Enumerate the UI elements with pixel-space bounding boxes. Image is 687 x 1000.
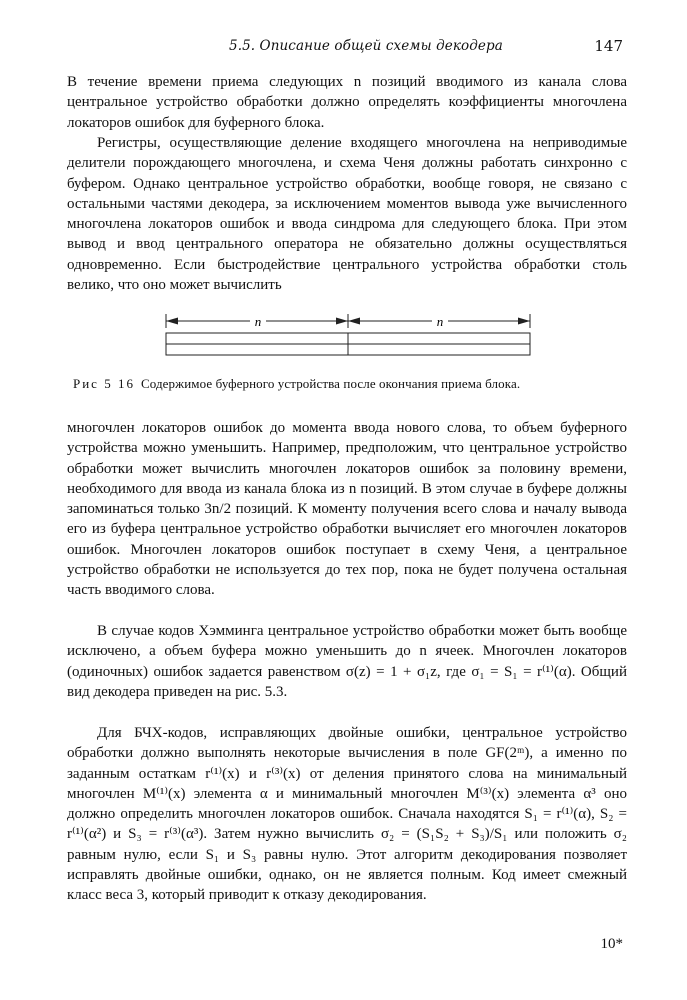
paragraph-5: Для БЧХ-кодов, исправляющих двойные ошибки, центральное устройство обработки должно выполнять некоторые вычисления в поле GF(2ᵐ), а именно по заданным остаткам r⁽¹⁾(x) и r⁽³⁾(x) от деления принятого слова на минимальный многочлен M⁽¹⁾(x) элемента α и минимальный многочлен M⁽³⁾(x) элемента α³ оно должно определить многочлен локаторов ошибок. Сначала находятся S₁ = r⁽¹⁾(α), S₂ = r⁽¹⁾(α²) и S₃ = r⁽³⁾(α³). Затем нужно вычислить σ₂ = (S₁S₂ + S₃)/S₁ или положить σ₂ равным нулю, если S₁ и S₃ равны нулю. Этот алгоритм декодирования позволяет исправлять двойные ошибки, однако, он не является полным. Код имеет смежный класс веса 3, который приводит к отказу декодирования. — [67, 725, 627, 904]
figure-caption — [73, 376, 653, 392]
arrowhead-mid-left — [336, 318, 348, 325]
arrowhead-right — [518, 318, 530, 325]
figure-label: Рис 5 16 — [73, 376, 135, 391]
buffer-diagram — [0, 300, 687, 370]
page-number: 147 — [594, 37, 623, 55]
paragraph-1: В течение времени приема следующих n позиций вводимого из канала слова центральное устройство обработки должно определять коэффициенты многочлена локаторов ошибок для буферного блока. — [67, 74, 627, 131]
page-header — [0, 34, 687, 58]
running-title: 5.5. Описание общей схемы декодера — [229, 38, 503, 54]
signature-mark: 10* — [600, 936, 623, 952]
segment-label-2: n — [436, 314, 444, 329]
paragraph-4: В случае кодов Хэмминга центральное устройство обработки может быть вообще исключено, а объем буфера можно уменьшить до n ячеек. Многочлен локаторов (одиночных) ошибок задается равенством σ(z) = 1 + σ₁z, где σ₁ = S₁ = r⁽¹⁾(α). Общий вид декодера приведен на рис. 5.3. — [67, 623, 627, 700]
paragraph-3: многочлен локаторов ошибок до момента ввода нового слова, то объем буферного устройства можно уменьшить. Например, предположим, что центральное устройство обработки может вычислить многочлен локаторов ошибок за половину времени, необходимого для ввода из канала блока из n позиций. В этом случае в буфере должны запоминаться только 3n/2 позиций. К моменту получения всего слова и началу вывода его из буфера центральное устройство обработки вычисляет его многочлен локаторов ошибок. Многочлен локаторов ошибок поступает в схему Ченя, а центральное устройство обработки не используется до тех пор, пока не будет получена остальная часть вводимого слова. — [67, 420, 627, 599]
arrowhead-mid-right — [348, 318, 360, 325]
segment-label-1: n — [254, 314, 262, 329]
paragraph-2: Регистры, осуществляющие деление входящего многочлена на неприводимые делители порождающего многочлена, и схема Ченя должны работать синхронно с буфером. Однако центральное устройство обработки, вообще говоря, не связано с остальными частями декодера, за исключением моментов вывода уже вычисленного многочлена локаторов ошибок и ввода синдрома для следующего блока. При этом вывод и ввод центрального оператора не обязательно должны осуществляться одновременно. Если быстродействие центрального устройства обработки столь велико, что оно может вычислить — [67, 135, 627, 294]
arrowhead-left — [166, 318, 178, 325]
figure-caption-text: Содержимое буферного устройства после окончания приема блока. — [140, 376, 521, 391]
